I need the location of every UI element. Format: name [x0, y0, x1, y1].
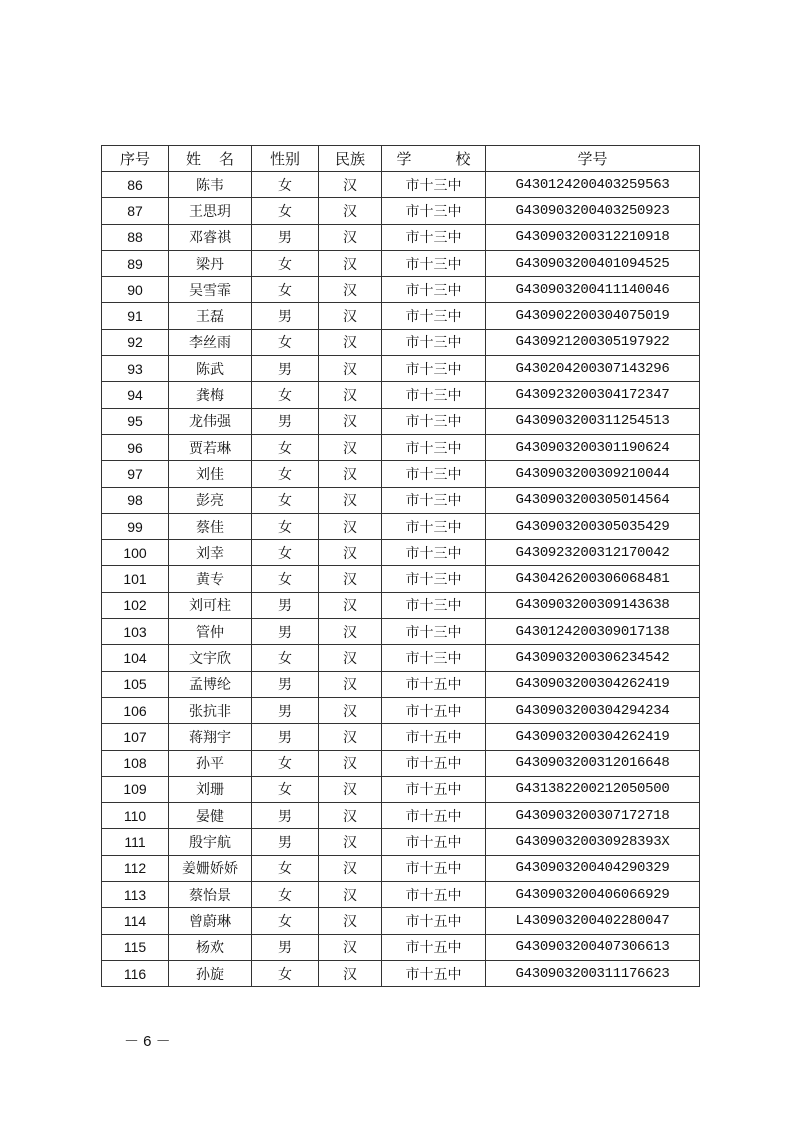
gender-cell: 男: [252, 303, 319, 329]
student-id-cell: G430921200305197922: [486, 329, 700, 355]
gender-cell: 女: [252, 487, 319, 513]
header-school-part1: 学: [396, 150, 412, 168]
table-row: [102, 750, 700, 776]
table-row: [102, 934, 700, 960]
gender-cell: 女: [252, 645, 319, 671]
gender-cell: 男: [252, 408, 319, 434]
gender-cell: 男: [252, 724, 319, 750]
school-cell: 市十五中: [382, 960, 486, 986]
table-row: [102, 198, 700, 224]
gender-cell: 女: [252, 540, 319, 566]
table-row: [102, 882, 700, 908]
gender-cell: 女: [252, 882, 319, 908]
school-cell: 市十三中: [382, 540, 486, 566]
row-index-cell: 107: [102, 724, 169, 750]
student-name-cell: 陈武: [169, 356, 252, 382]
header-index-label: 序号: [119, 150, 150, 168]
student-id-cell: G430903200304262419: [486, 671, 700, 697]
table-row: [102, 277, 700, 303]
ethnicity-cell: 汉: [319, 855, 382, 881]
ethnicity-cell: 汉: [319, 513, 382, 539]
row-index-cell: 114: [102, 908, 169, 934]
ethnicity-cell: 汉: [319, 671, 382, 697]
table-row: [102, 224, 700, 250]
school-cell: 市十三中: [382, 513, 486, 539]
school-cell: 市十五中: [382, 750, 486, 776]
ethnicity-cell: 汉: [319, 277, 382, 303]
ethnicity-cell: 汉: [319, 461, 382, 487]
student-name-cell: 王磊: [169, 303, 252, 329]
student-id-cell: G430903200305035429: [486, 513, 700, 539]
student-id-cell: G430903200311176623: [486, 960, 700, 986]
student-id-cell: G430903200403250923: [486, 198, 700, 224]
student-id-cell: G430903200404290329: [486, 855, 700, 881]
student-id-cell: L430903200402280047: [486, 908, 700, 934]
row-index-cell: 92: [102, 329, 169, 355]
gender-cell: 男: [252, 829, 319, 855]
table-row: [102, 487, 700, 513]
row-index-cell: 98: [102, 487, 169, 513]
ethnicity-cell: 汉: [319, 540, 382, 566]
school-cell: 市十三中: [382, 434, 486, 460]
table-row: [102, 382, 700, 408]
row-index-cell: 108: [102, 750, 169, 776]
row-index-cell: 113: [102, 882, 169, 908]
row-index-cell: 109: [102, 776, 169, 802]
student-id-cell: G430903200305014564: [486, 487, 700, 513]
school-cell: 市十三中: [382, 198, 486, 224]
student-name-cell: 陈韦: [169, 172, 252, 198]
ethnicity-cell: 汉: [319, 566, 382, 592]
student-name-cell: 黄专: [169, 566, 252, 592]
row-index-cell: 94: [102, 382, 169, 408]
gender-cell: 男: [252, 356, 319, 382]
page-number: － 6 －: [124, 1033, 171, 1050]
row-index-cell: 89: [102, 250, 169, 276]
ethnicity-cell: 汉: [319, 724, 382, 750]
school-cell: 市十三中: [382, 329, 486, 355]
student-name-cell: 李丝雨: [169, 329, 252, 355]
school-cell: 市十三中: [382, 619, 486, 645]
header-school-part2: 校: [455, 150, 471, 168]
gender-cell: 男: [252, 592, 319, 618]
row-index-cell: 111: [102, 829, 169, 855]
row-index-cell: 101: [102, 566, 169, 592]
ethnicity-cell: 汉: [319, 198, 382, 224]
header-ethnicity-label: 民族: [334, 150, 365, 168]
student-name-cell: 晏健: [169, 803, 252, 829]
gender-cell: 女: [252, 198, 319, 224]
student-id-cell: G430903200312016648: [486, 750, 700, 776]
table-row: [102, 513, 700, 539]
student-id-cell: G430903200401094525: [486, 250, 700, 276]
header-student-id: [486, 146, 700, 172]
gender-cell: 女: [252, 277, 319, 303]
gender-cell: 女: [252, 382, 319, 408]
row-index-cell: 116: [102, 960, 169, 986]
table-row: [102, 803, 700, 829]
school-cell: 市十五中: [382, 697, 486, 723]
student-name-cell: 张抗非: [169, 697, 252, 723]
student-name-cell: 刘幸: [169, 540, 252, 566]
student-id-cell: G430903200311254513: [486, 408, 700, 434]
table-row: [102, 697, 700, 723]
student-name-cell: 孙旋: [169, 960, 252, 986]
ethnicity-cell: 汉: [319, 382, 382, 408]
ethnicity-cell: 汉: [319, 434, 382, 460]
gender-cell: 男: [252, 697, 319, 723]
ethnicity-cell: 汉: [319, 619, 382, 645]
table-row: [102, 855, 700, 881]
student-name-cell: 孟博纶: [169, 671, 252, 697]
gender-cell: 女: [252, 750, 319, 776]
school-cell: 市十五中: [382, 803, 486, 829]
student-id-cell: G430426200306068481: [486, 566, 700, 592]
school-cell: 市十三中: [382, 645, 486, 671]
student-id-cell: G430903200411140046: [486, 277, 700, 303]
row-index-cell: 99: [102, 513, 169, 539]
table-row: [102, 356, 700, 382]
header-name-part2: 名: [219, 150, 235, 168]
gender-cell: 男: [252, 619, 319, 645]
table-row: [102, 592, 700, 618]
row-index-cell: 86: [102, 172, 169, 198]
table-row: [102, 434, 700, 460]
ethnicity-cell: 汉: [319, 645, 382, 671]
gender-cell: 男: [252, 671, 319, 697]
gender-cell: 女: [252, 908, 319, 934]
student-id-cell: G43090320030928393X: [486, 829, 700, 855]
ethnicity-cell: 汉: [319, 829, 382, 855]
header-name-part1: 姓: [185, 150, 201, 168]
student-name-cell: 孙平: [169, 750, 252, 776]
student-name-cell: 龙伟强: [169, 408, 252, 434]
school-cell: 市十三中: [382, 250, 486, 276]
ethnicity-cell: 汉: [319, 224, 382, 250]
header-gender: [252, 146, 319, 172]
student-name-cell: 姜姗娇娇: [169, 855, 252, 881]
gender-cell: 女: [252, 172, 319, 198]
table-header-row: [102, 146, 700, 172]
table-row: [102, 671, 700, 697]
table-row: [102, 461, 700, 487]
ethnicity-cell: 汉: [319, 303, 382, 329]
ethnicity-cell: 汉: [319, 592, 382, 618]
student-name-cell: 龚梅: [169, 382, 252, 408]
ethnicity-cell: 汉: [319, 356, 382, 382]
student-name-cell: 蔡佳: [169, 513, 252, 539]
gender-cell: 女: [252, 250, 319, 276]
gender-cell: 女: [252, 329, 319, 355]
ethnicity-cell: 汉: [319, 776, 382, 802]
student-id-cell: G430903200304262419: [486, 724, 700, 750]
school-cell: 市十三中: [382, 592, 486, 618]
student-id-cell: G430903200307172718: [486, 803, 700, 829]
gender-cell: 男: [252, 224, 319, 250]
ethnicity-cell: 汉: [319, 250, 382, 276]
student-name-cell: 蔡怡景: [169, 882, 252, 908]
header-name: [169, 146, 252, 172]
ethnicity-cell: 汉: [319, 960, 382, 986]
ethnicity-cell: 汉: [319, 803, 382, 829]
school-cell: 市十三中: [382, 356, 486, 382]
student-id-cell: G430902200304075019: [486, 303, 700, 329]
row-index-cell: 104: [102, 645, 169, 671]
row-index-cell: 115: [102, 934, 169, 960]
student-id-cell: G430903200306234542: [486, 645, 700, 671]
student-roster-table: [101, 145, 700, 987]
row-index-cell: 87: [102, 198, 169, 224]
table-row: [102, 619, 700, 645]
gender-cell: 男: [252, 803, 319, 829]
row-index-cell: 100: [102, 540, 169, 566]
gender-cell: 男: [252, 934, 319, 960]
student-id-cell: G430903200406066929: [486, 882, 700, 908]
table-row: [102, 724, 700, 750]
student-name-cell: 梁丹: [169, 250, 252, 276]
student-name-cell: 彭亮: [169, 487, 252, 513]
student-id-cell: G430923200312170042: [486, 540, 700, 566]
table-row: [102, 408, 700, 434]
table-row: [102, 250, 700, 276]
student-name-cell: 刘可柱: [169, 592, 252, 618]
school-cell: 市十五中: [382, 882, 486, 908]
ethnicity-cell: 汉: [319, 487, 382, 513]
row-index-cell: 112: [102, 855, 169, 881]
student-id-cell: G430903200312210918: [486, 224, 700, 250]
header-student-id-label: 学号: [577, 150, 608, 168]
school-cell: 市十五中: [382, 855, 486, 881]
school-cell: 市十五中: [382, 908, 486, 934]
table-row: [102, 960, 700, 986]
school-cell: 市十三中: [382, 172, 486, 198]
row-index-cell: 93: [102, 356, 169, 382]
header-ethnicity: [319, 146, 382, 172]
student-name-cell: 贾若琳: [169, 434, 252, 460]
student-name-cell: 管仲: [169, 619, 252, 645]
school-cell: 市十三中: [382, 461, 486, 487]
table-row: [102, 540, 700, 566]
table-row: [102, 645, 700, 671]
gender-cell: 女: [252, 434, 319, 460]
header-gender-label: 性别: [269, 150, 300, 168]
school-cell: 市十三中: [382, 566, 486, 592]
school-cell: 市十五中: [382, 671, 486, 697]
school-cell: 市十三中: [382, 224, 486, 250]
ethnicity-cell: 汉: [319, 882, 382, 908]
school-cell: 市十三中: [382, 408, 486, 434]
school-cell: 市十三中: [382, 487, 486, 513]
student-id-cell: G430903200309210044: [486, 461, 700, 487]
student-name-cell: 吴雪霏: [169, 277, 252, 303]
table-row: [102, 908, 700, 934]
student-id-cell: G430923200304172347: [486, 382, 700, 408]
ethnicity-cell: 汉: [319, 908, 382, 934]
student-id-cell: G430903200407306613: [486, 934, 700, 960]
school-cell: 市十三中: [382, 303, 486, 329]
row-index-cell: 105: [102, 671, 169, 697]
row-index-cell: 91: [102, 303, 169, 329]
row-index-cell: 95: [102, 408, 169, 434]
student-id-cell: G430124200309017138: [486, 619, 700, 645]
ethnicity-cell: 汉: [319, 750, 382, 776]
student-id-cell: G430903200309143638: [486, 592, 700, 618]
school-cell: 市十五中: [382, 776, 486, 802]
row-index-cell: 103: [102, 619, 169, 645]
ethnicity-cell: 汉: [319, 329, 382, 355]
student-id-cell: G430903200301190624: [486, 434, 700, 460]
table-body: [102, 172, 700, 987]
school-cell: 市十五中: [382, 934, 486, 960]
student-name-cell: 曾蔚琳: [169, 908, 252, 934]
row-index-cell: 96: [102, 434, 169, 460]
school-cell: 市十五中: [382, 829, 486, 855]
student-name-cell: 王思玥: [169, 198, 252, 224]
row-index-cell: 106: [102, 697, 169, 723]
gender-cell: 女: [252, 566, 319, 592]
student-name-cell: 蒋翔宇: [169, 724, 252, 750]
student-name-cell: 邓睿祺: [169, 224, 252, 250]
gender-cell: 女: [252, 461, 319, 487]
header-index: [102, 146, 169, 172]
school-cell: 市十三中: [382, 382, 486, 408]
student-name-cell: 殷宇航: [169, 829, 252, 855]
student-id-cell: G430124200403259563: [486, 172, 700, 198]
student-id-cell: G431382200212050500: [486, 776, 700, 802]
gender-cell: 女: [252, 513, 319, 539]
school-cell: 市十三中: [382, 277, 486, 303]
gender-cell: 女: [252, 776, 319, 802]
student-name-cell: 刘珊: [169, 776, 252, 802]
table-row: [102, 172, 700, 198]
table-row: [102, 829, 700, 855]
gender-cell: 女: [252, 855, 319, 881]
ethnicity-cell: 汉: [319, 408, 382, 434]
ethnicity-cell: 汉: [319, 172, 382, 198]
table-row: [102, 566, 700, 592]
student-name-cell: 杨欢: [169, 934, 252, 960]
ethnicity-cell: 汉: [319, 697, 382, 723]
table-row: [102, 303, 700, 329]
table-row: [102, 329, 700, 355]
student-id-cell: G430903200304294234: [486, 697, 700, 723]
table-row: [102, 776, 700, 802]
row-index-cell: 102: [102, 592, 169, 618]
row-index-cell: 97: [102, 461, 169, 487]
student-name-cell: 刘佳: [169, 461, 252, 487]
student-id-cell: G430204200307143296: [486, 356, 700, 382]
row-index-cell: 90: [102, 277, 169, 303]
school-cell: 市十五中: [382, 724, 486, 750]
gender-cell: 女: [252, 960, 319, 986]
row-index-cell: 88: [102, 224, 169, 250]
header-school: [382, 146, 486, 172]
row-index-cell: 110: [102, 803, 169, 829]
student-name-cell: 文宇欣: [169, 645, 252, 671]
ethnicity-cell: 汉: [319, 934, 382, 960]
